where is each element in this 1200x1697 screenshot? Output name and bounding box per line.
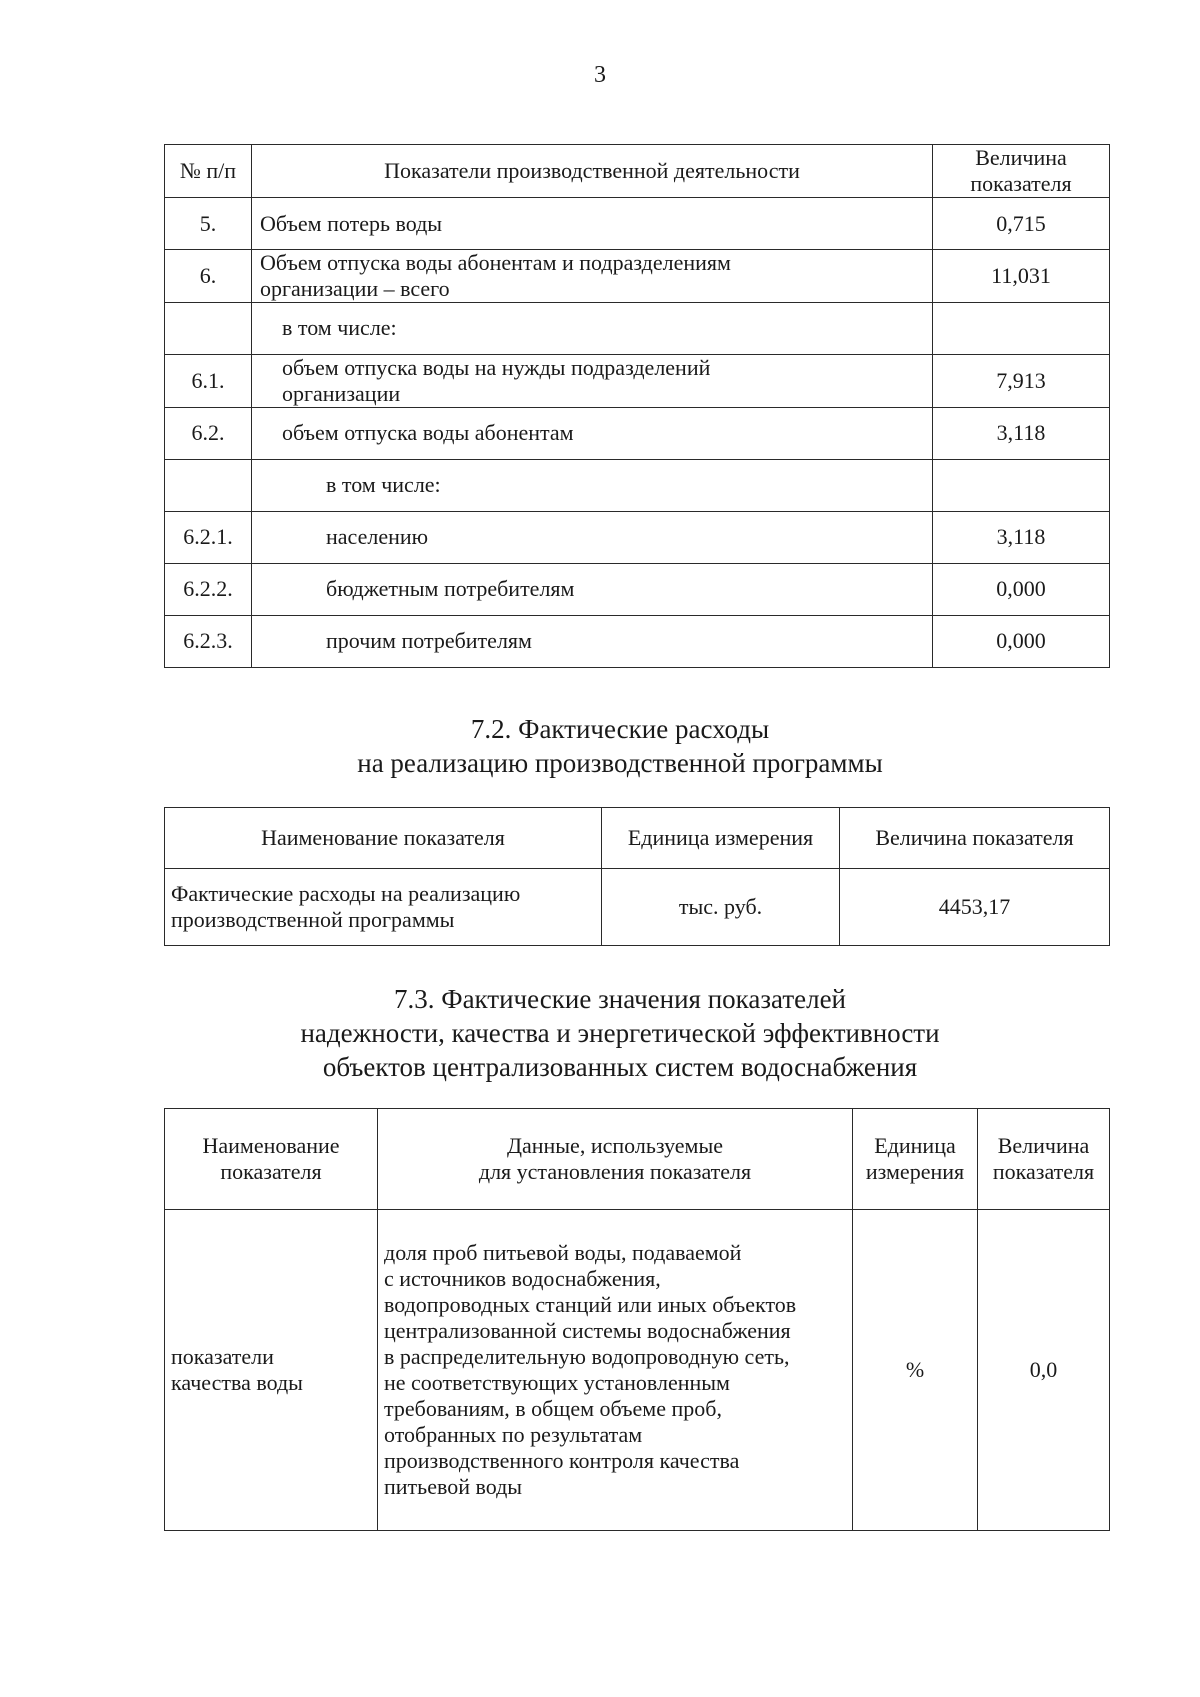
header-indicator-name: Наименование показателя: [165, 808, 602, 869]
row-value: 3,118: [933, 511, 1110, 563]
row-unit: тыс. руб.: [602, 869, 840, 946]
row-name: показатели качества воды: [165, 1210, 378, 1531]
header-value: Величина показателя: [840, 808, 1110, 869]
row-label: бюджетным потребителям: [252, 563, 933, 615]
header-unit: Единица измерения: [853, 1109, 978, 1210]
row-name: Фактические расходы на реализацию производственной программы: [165, 869, 602, 946]
row-number: 6.2.2.: [165, 563, 252, 615]
header-value: Величина показателя: [978, 1109, 1110, 1210]
table-row: [165, 615, 1110, 667]
row-label: в том числе:: [252, 459, 933, 511]
header-indicator-name: Наименование показателя: [165, 1109, 378, 1210]
row-value: 0,0: [978, 1210, 1110, 1531]
row-value: [933, 459, 1110, 511]
table-row: [165, 1210, 1110, 1531]
row-value: 11,031: [933, 250, 1110, 303]
row-value: 0,715: [933, 198, 1110, 250]
header-number: № п/п: [165, 145, 252, 198]
row-label: Объем отпуска воды абонентам и подразделениям организации – всего: [252, 250, 933, 303]
row-value: 4453,17: [840, 869, 1110, 946]
row-value: 0,000: [933, 563, 1110, 615]
row-data: доля проб питьевой воды, подаваемой с источников водоснабжения, водопроводных станций или иных объектов централизованной системы водоснабжения в распределительную водопроводную сеть, не соответствующих установленным требованиям, в общем объеме проб, отобранных по результатам производственного контроля качества питьевой воды: [378, 1210, 853, 1531]
row-label: населению: [252, 511, 933, 563]
row-label: объем отпуска воды на нужды подразделений организации: [252, 354, 933, 407]
table-row: [165, 302, 1110, 354]
table-row: [165, 354, 1110, 407]
row-value: 3,118: [933, 407, 1110, 459]
row-number: 6.2.: [165, 407, 252, 459]
table-row: [165, 407, 1110, 459]
table-row: [165, 198, 1110, 250]
table-row: [165, 869, 1110, 946]
table-header-row: [165, 1109, 1110, 1210]
actual-expenses-table: [164, 807, 1110, 946]
section-title-7-3: 7.3. Фактические значения показателей надежности, качества и энергетической эффективности объектов централизованных систем водоснабжения: [300, 984, 940, 1082]
row-number: 6.2.1.: [165, 511, 252, 563]
row-label: объем отпуска воды абонентам: [252, 407, 933, 459]
header-data: Данные, используемые для установления показателя: [378, 1109, 853, 1210]
table-header-row: [165, 808, 1110, 869]
header-value: Величина показателя: [933, 145, 1110, 198]
row-value: 0,000: [933, 615, 1110, 667]
table-row: [165, 250, 1110, 303]
row-unit: %: [853, 1210, 978, 1531]
row-label: прочим потребителям: [252, 615, 933, 667]
header-indicator: Показатели производственной деятельности: [252, 145, 933, 198]
header-unit: Единица измерения: [602, 808, 840, 869]
quality-indicators-table: [164, 1108, 1110, 1531]
row-number: 5.: [165, 198, 252, 250]
row-value: 7,913: [933, 354, 1110, 407]
row-number: [165, 302, 252, 354]
table-header-row: [165, 145, 1110, 198]
row-number: 6.: [165, 250, 252, 303]
table-row: [165, 563, 1110, 615]
row-label: Объем потерь воды: [252, 198, 933, 250]
table-row: [165, 459, 1110, 511]
table-row: [165, 511, 1110, 563]
section-title-7-2: 7.2. Фактические расходы на реализацию производственной программы: [357, 714, 883, 778]
row-label: в том числе:: [252, 302, 933, 354]
row-number: 6.2.3.: [165, 615, 252, 667]
page-number: 3: [594, 62, 606, 88]
row-value: [933, 302, 1110, 354]
row-number: [165, 459, 252, 511]
production-indicators-table: [164, 144, 1110, 668]
row-number: 6.1.: [165, 354, 252, 407]
